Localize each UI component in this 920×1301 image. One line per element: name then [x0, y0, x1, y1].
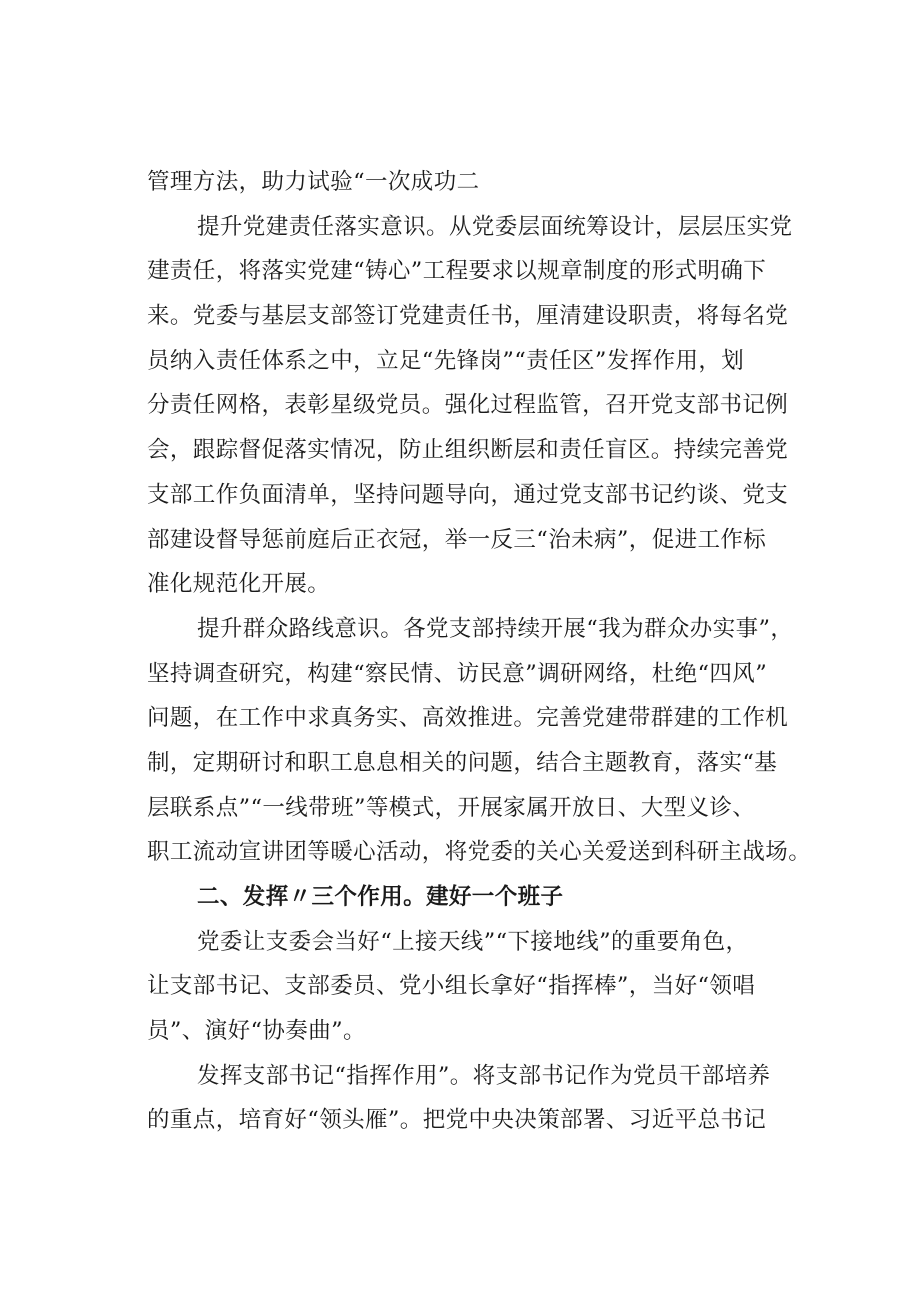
text-line: 的重点，培育好“领头雁”。把党中央决策部署、习近平总书记	[147, 1107, 767, 1134]
text-line: 建责任，将落实党建“铸心”工程要求以规章制度的形式明确下	[147, 258, 767, 285]
text-line: 会，跟踪督促落实情况，防止组织断层和责任盲区。持续完善党	[147, 437, 789, 464]
text-line: 问题，在工作中求真务实、高效推进。完善党建带群建的工作机	[147, 705, 789, 732]
section-heading: 二、发挥〃三个作用。建好一个班子	[197, 884, 564, 910]
text-line: 制，定期研讨和职工息息相关的问题，结合主题教育，落实“基	[147, 749, 778, 776]
paragraph-start-line: 发挥支部书记“指挥作用”。将支部书记作为党员干部培养	[197, 1062, 771, 1089]
text-line: 来。党委与基层支部签订党建责任书，厘清建设职责，将每名党	[147, 303, 789, 330]
paragraph-start-line: 提升群众路线意识。各党支部持续开展“我为群众办实事”，	[197, 615, 794, 642]
text-line: 员”、演好“协奏曲”。	[147, 1018, 366, 1045]
text-line: 支部工作负面清单，坚持问题导向，通过党支部书记约谈、党支	[147, 481, 789, 508]
text-line: 让支部书记、支部委员、党小组长拿好“指挥棒”，当好“领唱	[147, 973, 756, 1000]
paragraph-start-line: 提升党建责任落实意识。从党委层面统筹设计，层层压实党	[197, 213, 793, 240]
text-line: 层联系点”“一线带班”等模式，开展家属开放日、大型义诊、	[147, 794, 756, 821]
text-line: 管理方法，助力试验“一次成功二	[147, 169, 480, 195]
text-line: 员纳入责任体系之中，立足“先锋岗”“责任区”发挥作用，划	[147, 347, 745, 374]
paragraph-start-line: 党委让支委会当好“上接天线”“下接地线”的重要角色，	[197, 928, 749, 955]
text-line: 准化规范化开展。	[147, 571, 331, 598]
text-line: 分责任网格，表彰星级党员。强化过程监管，召开党支部书记例	[147, 392, 789, 419]
text-line: 坚持调查研究，构建“察民情、访民意”调研网络，杜绝“四风”	[147, 660, 768, 687]
document-body	[147, 160, 812, 1143]
text-line: 部建设督导惩前庭后正衣冠，举一反三“治未病”，促进工作标	[147, 526, 767, 553]
text-line: 职工流动宣讲团等暖心活动，将党委的关心关爱送到科研主战场。	[147, 839, 812, 866]
